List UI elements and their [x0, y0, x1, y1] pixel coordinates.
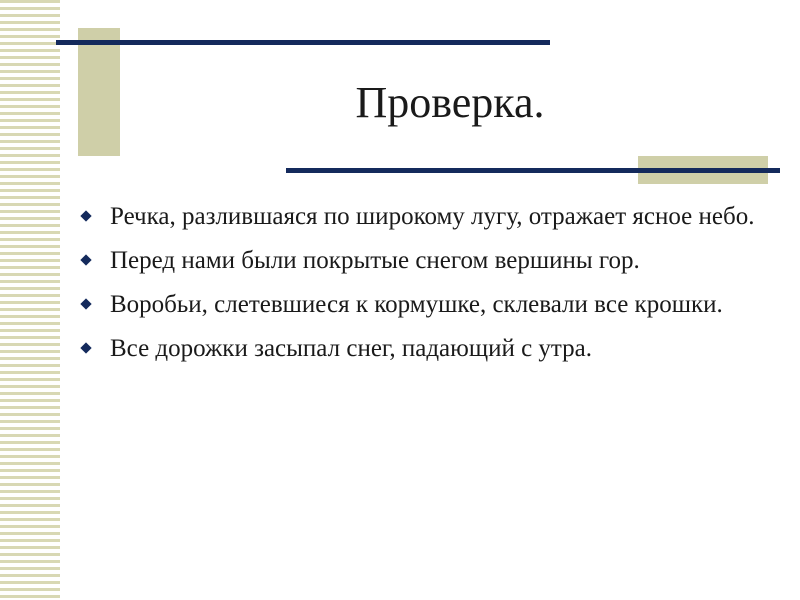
bullet-item — [78, 330, 758, 367]
diamond-bullet-icon — [80, 254, 91, 265]
decorative-tan-block-top — [78, 28, 120, 156]
bullet-list — [78, 198, 758, 374]
bullet-item — [78, 242, 758, 279]
decorative-navy-line-top — [56, 40, 550, 45]
diamond-bullet-icon — [80, 210, 91, 221]
bullet-item — [78, 286, 758, 323]
bullet-text: Речка, разлившаяся по широкому лугу, отражает ясное небо. — [110, 203, 755, 230]
bullet-text: Все дорожки засыпал снег, падающий с утра. — [110, 335, 593, 362]
bullet-text: Воробьи, слетевшиеся к кормушке, склевали все крошки. — [110, 291, 723, 318]
diamond-bullet-icon — [80, 342, 91, 353]
bullet-item — [78, 198, 758, 235]
decorative-navy-line-bottom — [286, 168, 780, 173]
striped-side-border — [0, 0, 60, 600]
bullet-text: Перед нами были покрытые снегом вершины гор. — [110, 247, 640, 274]
slide-title: Проверка. — [355, 78, 545, 127]
diamond-bullet-icon — [80, 298, 91, 309]
